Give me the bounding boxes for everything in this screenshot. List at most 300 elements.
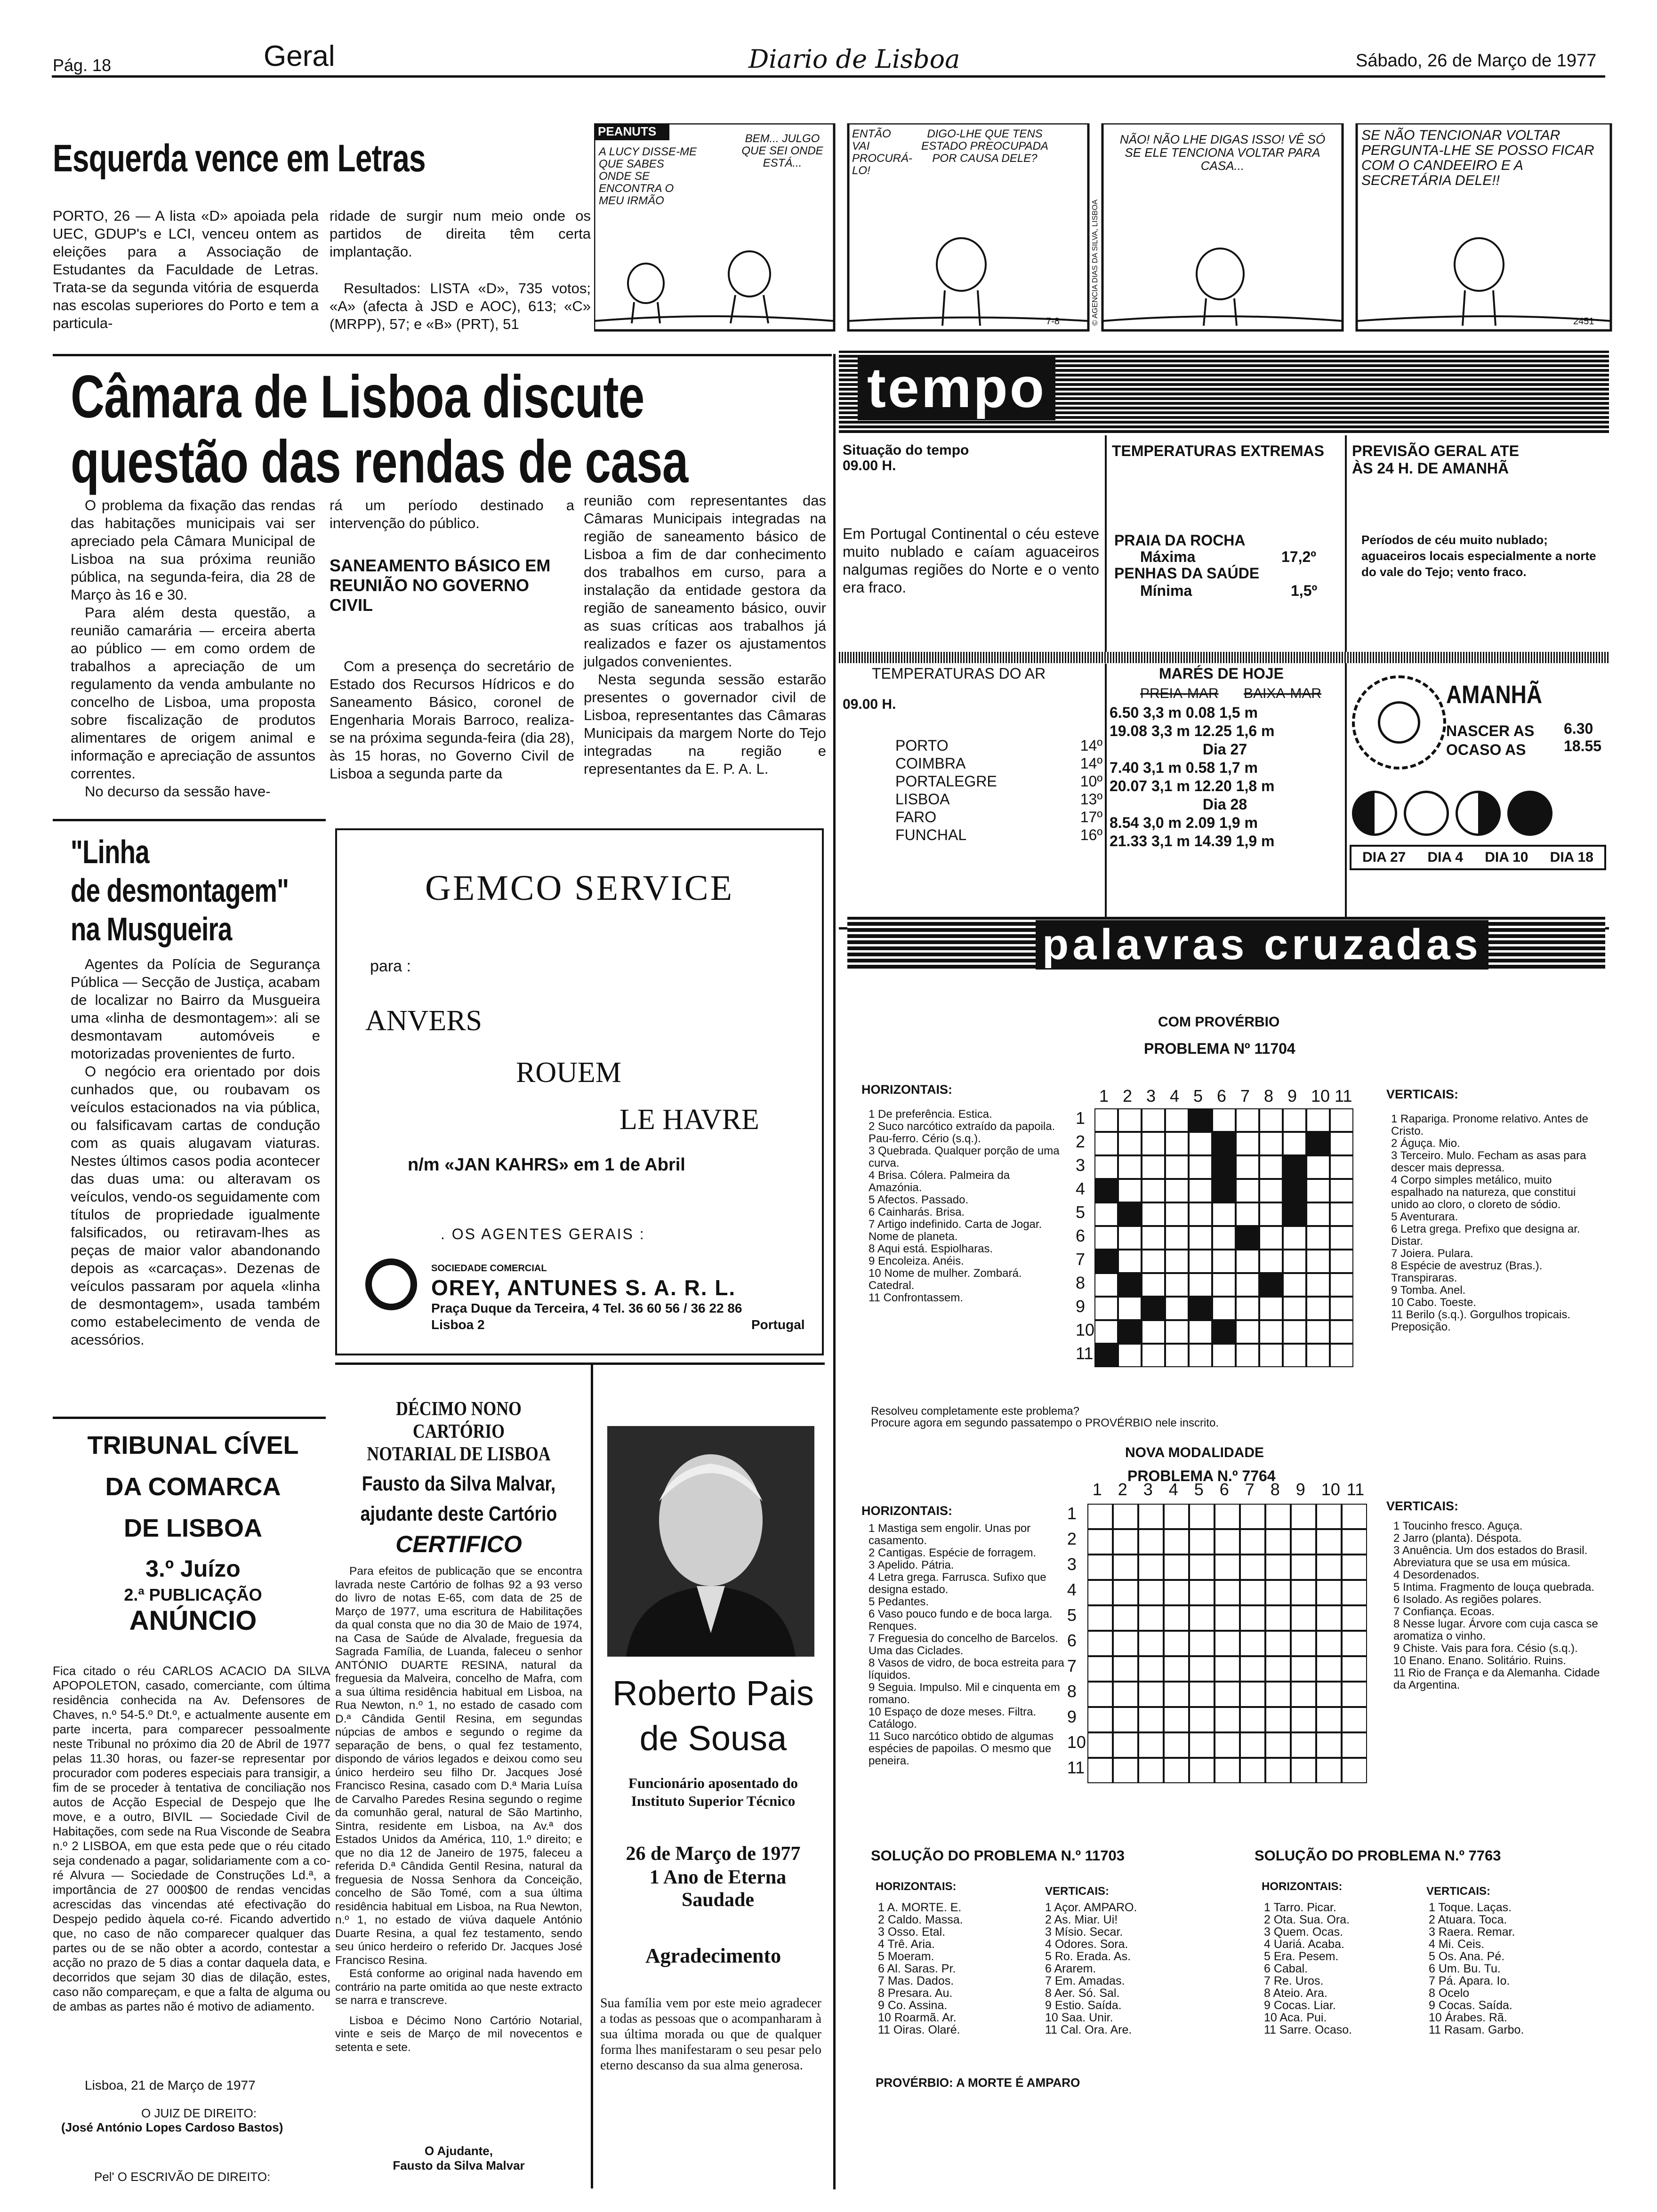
- grid-cell[interactable]: [1094, 1179, 1118, 1202]
- grid-cell[interactable]: [1265, 1682, 1291, 1707]
- grid-cell[interactable]: [1306, 1155, 1330, 1179]
- grid-cell[interactable]: [1165, 1344, 1189, 1367]
- grid-cell[interactable]: [1113, 1580, 1138, 1605]
- grid-cell[interactable]: [1215, 1504, 1240, 1529]
- grid-cell[interactable]: [1342, 1732, 1367, 1758]
- grid-cell[interactable]: [1164, 1707, 1189, 1732]
- grid-cell[interactable]: [1291, 1758, 1316, 1783]
- grid-cell[interactable]: [1165, 1297, 1189, 1320]
- grid-cell[interactable]: [1118, 1179, 1142, 1202]
- grid-cell[interactable]: [1165, 1273, 1189, 1297]
- crossword-clues-h: [869, 1523, 1066, 1767]
- grid-cell[interactable]: [1164, 1682, 1189, 1707]
- grid-cell[interactable]: [1189, 1605, 1215, 1631]
- grid-cell[interactable]: [1113, 1631, 1138, 1656]
- linha-para: Agentes da Polícia de Segurança Pública — Secção de Justiça, acabam de localizar no Bairro da Musgueira uma «linha de desmontagem»: ali se desmontavam automóveis e motorizadas provenientes de furto.: [71, 956, 320, 1062]
- grid-cell[interactable]: [1236, 1179, 1259, 1202]
- grid-cell[interactable]: [1316, 1555, 1342, 1580]
- grid-cell[interactable]: [1259, 1297, 1283, 1320]
- grid-cell[interactable]: [1259, 1179, 1283, 1202]
- grid-cell[interactable]: [1316, 1605, 1342, 1631]
- grid-cell[interactable]: [1212, 1297, 1236, 1320]
- weather-tides-h: MARÉS DE HOJE: [1159, 665, 1284, 682]
- grid-cell[interactable]: [1215, 1682, 1240, 1707]
- grid-cell[interactable]: [1189, 1555, 1215, 1580]
- grid-cell[interactable]: [1164, 1732, 1189, 1758]
- grid-cell[interactable]: [1138, 1555, 1164, 1580]
- grid-cell[interactable]: [1142, 1108, 1165, 1132]
- divider: [1105, 664, 1107, 920]
- grid-cell[interactable]: [1142, 1132, 1165, 1155]
- clue-item: 4 Corpo simples metálico, muito espalhado na natureza, que constitui unido ao cloro, o cloreto de sódio.: [1391, 1174, 1576, 1211]
- grid-cell[interactable]: [1087, 1529, 1113, 1555]
- grid-cell[interactable]: [1316, 1504, 1342, 1529]
- clue-item: 7 Confiança. Ecoas.: [1393, 1605, 1495, 1618]
- grid-cell[interactable]: [1330, 1344, 1353, 1367]
- grid-cell[interactable]: [1215, 1605, 1240, 1631]
- clue-item: 8 Nesse lugar. Árvore com cuja casca se aromatiza o vinho.: [1393, 1618, 1598, 1643]
- grid-cell[interactable]: [1138, 1504, 1164, 1529]
- row-number: 5: [1076, 1202, 1086, 1222]
- grid-cell[interactable]: [1094, 1155, 1118, 1179]
- grid-cell[interactable]: [1142, 1202, 1165, 1226]
- grid-cell[interactable]: [1236, 1155, 1259, 1179]
- solution-item: 8 Aer. Só. Sal.: [1045, 1987, 1120, 2000]
- grid-cell[interactable]: [1113, 1656, 1138, 1682]
- grid-cell[interactable]: [1265, 1555, 1291, 1580]
- grid-cell[interactable]: [1265, 1732, 1291, 1758]
- grid-cell[interactable]: [1165, 1226, 1189, 1250]
- grid-cell[interactable]: [1087, 1504, 1113, 1529]
- grid-cell[interactable]: [1240, 1504, 1265, 1529]
- grid-cell[interactable]: [1240, 1529, 1265, 1555]
- grid-cell[interactable]: [1212, 1273, 1236, 1297]
- grid-cell[interactable]: [1283, 1344, 1306, 1367]
- grid-cell[interactable]: [1113, 1504, 1138, 1529]
- clue-item: 5 Afectos. Passado.: [869, 1194, 969, 1206]
- solution-1-title: SOLUÇÃO DO PROBLEMA N.º 11703: [871, 1847, 1125, 1864]
- grid-cell[interactable]: [1215, 1529, 1240, 1555]
- grid-cell[interactable]: [1118, 1132, 1142, 1155]
- grid-cell[interactable]: [1094, 1108, 1118, 1132]
- grid-cell[interactable]: [1236, 1273, 1259, 1297]
- grid-cell[interactable]: [1094, 1297, 1118, 1320]
- grid-cell[interactable]: [1189, 1580, 1215, 1605]
- grid-cell[interactable]: [1240, 1555, 1265, 1580]
- grid-cell[interactable]: [1113, 1555, 1138, 1580]
- grid-cell[interactable]: [1330, 1179, 1353, 1202]
- solution-list: [1264, 1901, 1419, 2036]
- grid-cell[interactable]: [1306, 1108, 1330, 1132]
- clue-item: 7 Artigo indefinido. Carta de Jogar. Nome de planeta.: [869, 1218, 1042, 1243]
- grid-cell[interactable]: [1265, 1707, 1291, 1732]
- grid-cell[interactable]: [1087, 1605, 1113, 1631]
- divider: [591, 1365, 593, 2188]
- grid-cell[interactable]: [1283, 1132, 1306, 1155]
- grid-cell[interactable]: [1330, 1202, 1353, 1226]
- grid-cell[interactable]: [1306, 1320, 1330, 1344]
- grid-cell[interactable]: [1212, 1250, 1236, 1273]
- solution-item: 4 Trê. Aria.: [878, 1938, 935, 1951]
- clue-item: 1 De preferência. Estica.: [869, 1108, 992, 1121]
- grid-cell[interactable]: [1087, 1631, 1113, 1656]
- grid-cell[interactable]: [1164, 1631, 1189, 1656]
- grid-cell[interactable]: [1283, 1273, 1306, 1297]
- grid-cell[interactable]: [1087, 1682, 1113, 1707]
- grid-cell[interactable]: [1283, 1179, 1306, 1202]
- grid-cell[interactable]: [1189, 1273, 1212, 1297]
- grid-cell[interactable]: [1138, 1656, 1164, 1682]
- grid-cell[interactable]: [1283, 1297, 1306, 1320]
- grid-cell[interactable]: [1189, 1656, 1215, 1682]
- grid-cell[interactable]: [1215, 1555, 1240, 1580]
- grid-cell[interactable]: [1087, 1732, 1113, 1758]
- grid-cell[interactable]: [1291, 1580, 1316, 1605]
- grid-cell[interactable]: [1291, 1605, 1316, 1631]
- grid-cell[interactable]: [1118, 1155, 1142, 1179]
- grid-cell[interactable]: [1138, 1605, 1164, 1631]
- grid-cell[interactable]: [1240, 1707, 1265, 1732]
- grid-cell[interactable]: [1291, 1682, 1316, 1707]
- grid-cell[interactable]: [1306, 1344, 1330, 1367]
- portrait-photo: [607, 1426, 814, 1657]
- grid-cell[interactable]: [1138, 1529, 1164, 1555]
- grid-cell[interactable]: [1283, 1108, 1306, 1132]
- grid-cell[interactable]: [1265, 1631, 1291, 1656]
- grid-cell[interactable]: [1087, 1707, 1113, 1732]
- grid-cell[interactable]: [1165, 1132, 1189, 1155]
- moon-phase-icon: [1456, 791, 1501, 836]
- grid-cell[interactable]: [1342, 1555, 1367, 1580]
- grid-cell[interactable]: [1265, 1605, 1291, 1631]
- grid-cell[interactable]: [1164, 1555, 1189, 1580]
- grid-cell[interactable]: [1342, 1656, 1367, 1682]
- clue-item: 9 Tomba. Anel.: [1391, 1284, 1466, 1297]
- grid-cell[interactable]: [1330, 1297, 1353, 1320]
- grid-cell[interactable]: [1087, 1555, 1113, 1580]
- solution-item: 4 Mi. Ceis.: [1429, 1938, 1485, 1951]
- grid-cell[interactable]: [1118, 1202, 1142, 1226]
- grid-cell[interactable]: [1306, 1132, 1330, 1155]
- grid-cell[interactable]: [1087, 1758, 1113, 1783]
- grid-cell[interactable]: [1240, 1631, 1265, 1656]
- grid-cell[interactable]: [1189, 1344, 1212, 1367]
- headline-camara-1: Câmara de Lisboa discute: [71, 363, 644, 431]
- grid-cell[interactable]: [1283, 1226, 1306, 1250]
- grid-cell[interactable]: [1142, 1226, 1165, 1250]
- grid-cell[interactable]: [1113, 1758, 1138, 1783]
- grid-cell[interactable]: [1330, 1273, 1353, 1297]
- comic-credit: © AGENCIA DIAS DA SILVA, LISBOA: [1091, 199, 1099, 326]
- grid-cell[interactable]: [1164, 1605, 1189, 1631]
- grid-cell[interactable]: [1291, 1732, 1316, 1758]
- grid-cell[interactable]: [1330, 1155, 1353, 1179]
- grid-cell[interactable]: [1283, 1202, 1306, 1226]
- air-temp: 13º: [1080, 791, 1102, 808]
- grid-cell[interactable]: [1306, 1297, 1330, 1320]
- grid-cell[interactable]: [1165, 1179, 1189, 1202]
- grid-cell[interactable]: [1118, 1250, 1142, 1273]
- grid-cell[interactable]: [1165, 1202, 1189, 1226]
- grid-cell[interactable]: [1342, 1605, 1367, 1631]
- grid-cell[interactable]: [1316, 1732, 1342, 1758]
- grid-cell[interactable]: [1316, 1682, 1342, 1707]
- solution-list: [1045, 1901, 1224, 2036]
- grid-cell[interactable]: [1142, 1250, 1165, 1273]
- camara-para: Com a presença do secretário de Estado dos Recursos Hídricos e do Saneamento Básico, coronel de Engenharia Morais Barroco, realiza-se na próxima segunda-feira (dia 28), às 15 horas, no Governo Civil de Lisboa a segunda parte da: [330, 658, 574, 782]
- weather-tides-table: [1110, 704, 1340, 850]
- grid-cell[interactable]: [1189, 1682, 1215, 1707]
- grid-cell[interactable]: [1189, 1504, 1215, 1529]
- grid-cell[interactable]: [1142, 1297, 1165, 1320]
- row-number: 3: [1067, 1555, 1077, 1574]
- grid-cell[interactable]: [1240, 1605, 1265, 1631]
- grid-cell[interactable]: [1291, 1707, 1316, 1732]
- solution-item: 7 Re. Uros.: [1264, 1974, 1324, 1988]
- clue-item: 6 Isolado. As regiões polares.: [1393, 1593, 1542, 1606]
- grid-cell[interactable]: [1138, 1707, 1164, 1732]
- moon-day: DIA 10: [1485, 850, 1528, 865]
- grid-cell[interactable]: [1142, 1155, 1165, 1179]
- grid-cell[interactable]: [1265, 1504, 1291, 1529]
- grid-cell[interactable]: [1138, 1580, 1164, 1605]
- grid-cell[interactable]: [1189, 1297, 1212, 1320]
- crossword-grid-2: [1067, 1479, 1375, 1781]
- grid-cell[interactable]: [1342, 1707, 1367, 1732]
- grid-cell[interactable]: [1259, 1132, 1283, 1155]
- grid-cell[interactable]: [1291, 1504, 1316, 1529]
- grid-cell[interactable]: [1330, 1320, 1353, 1344]
- grid-cell[interactable]: [1283, 1250, 1306, 1273]
- clue-item: 3 Quebrada. Qualquer porção de uma curva.: [869, 1145, 1060, 1170]
- grid-cell[interactable]: [1094, 1250, 1118, 1273]
- weather-sit-h: Situação do tempo: [843, 442, 969, 458]
- grid-cell[interactable]: [1215, 1707, 1240, 1732]
- grid-cell[interactable]: [1240, 1656, 1265, 1682]
- grid-cell[interactable]: [1259, 1155, 1283, 1179]
- grid-cell[interactable]: [1240, 1682, 1265, 1707]
- grid-cell[interactable]: [1138, 1682, 1164, 1707]
- grid-cell[interactable]: [1236, 1297, 1259, 1320]
- weather-title: tempo: [858, 355, 1055, 420]
- grid-cell[interactable]: [1306, 1250, 1330, 1273]
- grid-cell[interactable]: [1094, 1226, 1118, 1250]
- grid-cell[interactable]: [1259, 1344, 1283, 1367]
- grid-cell[interactable]: [1189, 1132, 1212, 1155]
- grid-cell[interactable]: [1118, 1226, 1142, 1250]
- grid-cell[interactable]: [1165, 1108, 1189, 1132]
- grid-cell[interactable]: [1215, 1580, 1240, 1605]
- grid-cell[interactable]: [1236, 1344, 1259, 1367]
- grid-cell[interactable]: [1212, 1179, 1236, 1202]
- grid-cell[interactable]: [1142, 1273, 1165, 1297]
- grid-cell[interactable]: [1306, 1273, 1330, 1297]
- grid-cell[interactable]: [1189, 1179, 1212, 1202]
- grid-cell[interactable]: [1113, 1707, 1138, 1732]
- grid-cell[interactable]: [1113, 1732, 1138, 1758]
- grid-cell[interactable]: [1342, 1504, 1367, 1529]
- cartorio-para: Está conforme ao original nada havendo em contrário na parte omitida ao que neste extracto se narra e transcreve.: [335, 1967, 582, 2007]
- grid-cell[interactable]: [1212, 1344, 1236, 1367]
- grid-cell[interactable]: [1138, 1631, 1164, 1656]
- grid-cell[interactable]: [1094, 1132, 1118, 1155]
- grid-cell[interactable]: [1342, 1529, 1367, 1555]
- clue-item: 6 Letra grega. Prefixo que designa ar. Distar.: [1391, 1223, 1580, 1248]
- grid-cell[interactable]: [1118, 1297, 1142, 1320]
- grid-cell[interactable]: [1342, 1631, 1367, 1656]
- grid-cell[interactable]: [1265, 1529, 1291, 1555]
- grid-cell[interactable]: [1087, 1580, 1113, 1605]
- grid-cell[interactable]: [1215, 1732, 1240, 1758]
- grid-cell[interactable]: [1212, 1202, 1236, 1226]
- grid-cell[interactable]: [1118, 1273, 1142, 1297]
- grid-cell[interactable]: [1189, 1631, 1215, 1656]
- grid-cell[interactable]: [1189, 1529, 1215, 1555]
- grid-cell[interactable]: [1306, 1202, 1330, 1226]
- air-city: COIMBRA: [895, 755, 966, 772]
- grid-cell[interactable]: [1113, 1682, 1138, 1707]
- grid-cell[interactable]: [1212, 1132, 1236, 1155]
- grid-cell[interactable]: [1215, 1631, 1240, 1656]
- grid-cell[interactable]: [1113, 1605, 1138, 1631]
- grid-cell[interactable]: [1265, 1580, 1291, 1605]
- grid-cell[interactable]: [1265, 1656, 1291, 1682]
- divider: [833, 354, 836, 2189]
- grid-cell[interactable]: [1240, 1732, 1265, 1758]
- grid-cell[interactable]: [1189, 1250, 1212, 1273]
- clue-item: 10 Cabo. Toeste.: [1391, 1296, 1477, 1309]
- grid-cell[interactable]: [1306, 1179, 1330, 1202]
- grid-cell[interactable]: [1330, 1132, 1353, 1155]
- tribunal-line: DA COMARCA: [105, 1473, 281, 1501]
- grid-cell[interactable]: [1164, 1580, 1189, 1605]
- grid-cell[interactable]: [1259, 1108, 1283, 1132]
- solution-item: 6 Cabal.: [1264, 1962, 1308, 1975]
- grid-cell[interactable]: [1259, 1320, 1283, 1344]
- grid-cell[interactable]: [1094, 1320, 1118, 1344]
- grid-cell[interactable]: [1291, 1555, 1316, 1580]
- grid-cell[interactable]: [1316, 1529, 1342, 1555]
- grid-cell[interactable]: [1291, 1529, 1316, 1555]
- grid-cell[interactable]: [1316, 1758, 1342, 1783]
- grid-cell[interactable]: [1342, 1682, 1367, 1707]
- grid-cell[interactable]: [1291, 1656, 1316, 1682]
- grid-cell[interactable]: [1330, 1226, 1353, 1250]
- grid-cell[interactable]: [1165, 1155, 1189, 1179]
- grid-cell[interactable]: [1215, 1758, 1240, 1783]
- grid-cell[interactable]: [1342, 1580, 1367, 1605]
- cartorio-line: DÉCIMO NONO CARTÓRIO: [396, 1398, 522, 1443]
- grid-cell[interactable]: [1189, 1155, 1212, 1179]
- grid-cell[interactable]: [1164, 1758, 1189, 1783]
- grid-cell[interactable]: [1236, 1226, 1259, 1250]
- grid-cell[interactable]: [1189, 1707, 1215, 1732]
- grid-cell[interactable]: [1330, 1250, 1353, 1273]
- comic-number-1: 7-8: [1046, 316, 1060, 327]
- grid-cell[interactable]: [1283, 1320, 1306, 1344]
- grid-cell[interactable]: [1316, 1656, 1342, 1682]
- grid-cell[interactable]: [1212, 1155, 1236, 1179]
- grid-cell[interactable]: [1164, 1529, 1189, 1555]
- grid-cell[interactable]: [1259, 1273, 1283, 1297]
- grid-cell[interactable]: [1142, 1320, 1165, 1344]
- grid-cell[interactable]: [1189, 1226, 1212, 1250]
- grid-cell[interactable]: [1236, 1250, 1259, 1273]
- grid-cell[interactable]: [1189, 1320, 1212, 1344]
- col-number: 9: [1287, 1086, 1297, 1106]
- gemco-company: OREY, ANTUNES S. A. R. L.: [431, 1275, 736, 1300]
- clue-item: 11 Rio de França e da Alemanha. Cidade da Argentina.: [1393, 1667, 1600, 1691]
- grid-cell[interactable]: [1259, 1250, 1283, 1273]
- cartorio-para: Para efeitos de publicação que se encontra lavrada neste Cartório de folhas 92 a 93 verso do livro de notas E-65, com data de 25 de Março de 1977, uma escritura de Habilitações da qual consta que no dia 30 de Maio de 1974, na Casa de Saúde de Alvalade, freguesia da Sagrada Família, de Luanda, faleceu o senhor ANTÓNIO DUARTE RESINA, natural da freguesia da Malveira, concelho de Mafra, com a sua última residência habitual em Lisboa, na Rua Newton, n.º 1, no estado de casado com D.ª Cândida Gentil Resina, em segundas núpcias de ambos e segundo o regime da separação de bens, o qual fez testamento, dispondo de vários legados e deixou como seu único herdeiro seu filho Dr. Jacques José Francisco Resina, casado com D.ª Maria Luísa de Carvalho Paredes Resina segundo o regime da comunhão geral, natural de São Martinho, Sintra, residente em Lisboa, na Av.ª dos Estados Unidos da América, 110, 1.º direito; e que no dia 12 de Janeiro de 1975, faleceu a referida D.ª Cândida Gentil Resina, natural da freguesia de Nossa Senhora da Conceição, concelho de São Tomé, com a sua última residência habitual em Lisboa, na Rua Newton, n.º 1, no estado de viúva daquele António Duarte Resina, a qual fez testamento, sendo seu único herdeiro o referido Dr. Jacques José Francisco Resina.: [335, 1565, 582, 1967]
- grid-cell[interactable]: [1342, 1758, 1367, 1783]
- grid-cell[interactable]: [1330, 1108, 1353, 1132]
- weather-air-h: TEMPERATURAS DO AR: [872, 665, 1046, 682]
- grid-cell[interactable]: [1283, 1155, 1306, 1179]
- camara-para: rá um período destinado a intervenção do público.: [330, 497, 574, 531]
- obituary-anniversary: 1 Ano de Eterna Saudade: [649, 1867, 787, 1911]
- grid-cell[interactable]: [1142, 1179, 1165, 1202]
- grid-cell[interactable]: [1236, 1320, 1259, 1344]
- grid-cell[interactable]: [1306, 1226, 1330, 1250]
- grid-cell[interactable]: [1240, 1758, 1265, 1783]
- grid-cell[interactable]: [1118, 1320, 1142, 1344]
- grid-cell[interactable]: [1094, 1202, 1118, 1226]
- grid-cell[interactable]: [1165, 1320, 1189, 1344]
- col-number: 11: [1346, 1479, 1365, 1499]
- grid-cell[interactable]: [1316, 1580, 1342, 1605]
- grid-cell[interactable]: [1189, 1108, 1212, 1132]
- grid-cell[interactable]: [1316, 1707, 1342, 1732]
- grid-cell[interactable]: [1236, 1202, 1259, 1226]
- grid-cell[interactable]: [1189, 1758, 1215, 1783]
- grid-cell[interactable]: [1118, 1108, 1142, 1132]
- grid-cell[interactable]: [1265, 1758, 1291, 1783]
- crossword-ver-label: VERTICAIS:: [1386, 1499, 1459, 1513]
- grid-cell[interactable]: [1189, 1732, 1215, 1758]
- headline-linha-3: na Musgueira: [71, 911, 232, 947]
- grid-cell[interactable]: [1291, 1631, 1316, 1656]
- grid-cell[interactable]: [1316, 1631, 1342, 1656]
- grid-cell[interactable]: [1212, 1108, 1236, 1132]
- grid-cell[interactable]: [1142, 1344, 1165, 1367]
- grid-cell[interactable]: [1212, 1320, 1236, 1344]
- comic-label: PEANUTS: [598, 124, 657, 138]
- grid-cell[interactable]: [1094, 1344, 1118, 1367]
- grid-cell[interactable]: [1164, 1656, 1189, 1682]
- grid-cell[interactable]: [1236, 1132, 1259, 1155]
- cartorio-body: [335, 1565, 582, 2054]
- grid-cell[interactable]: [1164, 1504, 1189, 1529]
- grid-cell[interactable]: [1113, 1529, 1138, 1555]
- grid-cell[interactable]: [1259, 1202, 1283, 1226]
- clue-item: 9 Chiste. Vais para fora. Césio (s.q.).: [1393, 1642, 1578, 1655]
- grid-cell[interactable]: [1138, 1758, 1164, 1783]
- grid-cell[interactable]: [1240, 1580, 1265, 1605]
- gemco-soc: SOCIEDADE COMERCIAL: [431, 1263, 547, 1274]
- grid-cell[interactable]: [1138, 1732, 1164, 1758]
- grid-cell[interactable]: [1087, 1656, 1113, 1682]
- grid-cell[interactable]: [1259, 1226, 1283, 1250]
- grid-cell[interactable]: [1215, 1656, 1240, 1682]
- grid-cell[interactable]: [1236, 1108, 1259, 1132]
- grid-cell[interactable]: [1094, 1273, 1118, 1297]
- grid-cell[interactable]: [1118, 1344, 1142, 1367]
- grid-cell[interactable]: [1212, 1226, 1236, 1250]
- grid-cell[interactable]: [1165, 1250, 1189, 1273]
- tide-row: 7.40 3,1 m 0.58 1,7 m: [1110, 759, 1258, 776]
- grid-cell[interactable]: [1189, 1202, 1212, 1226]
